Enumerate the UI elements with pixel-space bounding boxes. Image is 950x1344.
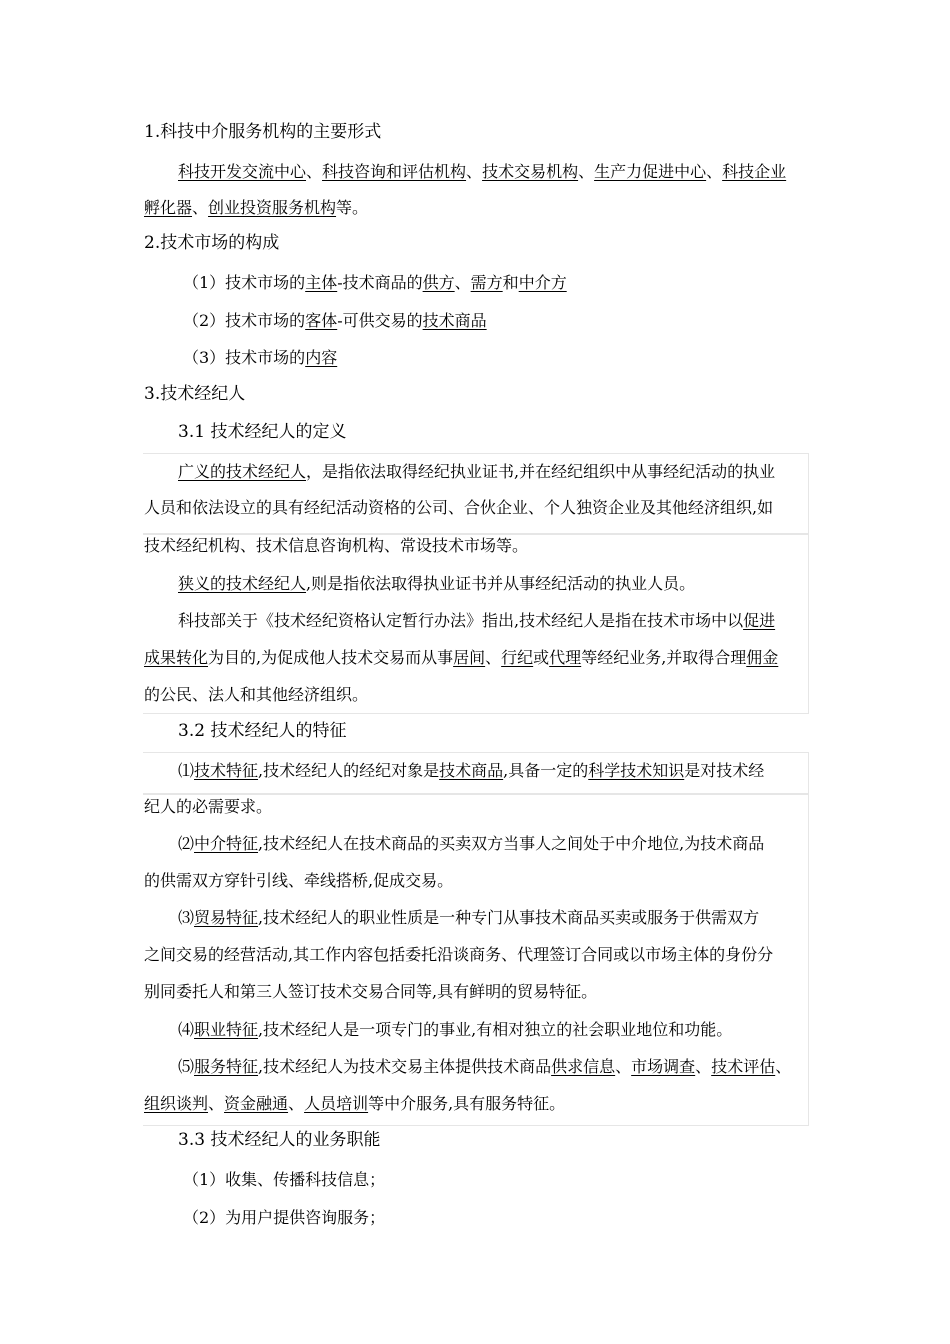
feature-5-line-2 [144, 1094, 808, 1114]
text: ⑷ [178, 1020, 195, 1039]
feature-2-line-1 [178, 834, 808, 854]
text: ，是指依法取得经纪执业证书,并在经纪组织中从事经纪活动的执业 [306, 462, 776, 481]
term-market-research: 市场调查 [631, 1057, 696, 1076]
punct: 、 [288, 1094, 305, 1113]
term-transform: 成果转化 [144, 648, 209, 667]
term-intermediary-feature: 中介特征 [194, 834, 259, 853]
term-subject: 主体 [305, 273, 338, 292]
term-consult-eval: 科技咨询和评估机构 [322, 162, 467, 181]
text: （1）技术市场的 [183, 273, 306, 292]
term-service-feature: 服务特征 [194, 1057, 259, 1076]
punct: 、 [454, 273, 471, 292]
term-career-feature: 职业特征 [194, 1020, 259, 1039]
def-p1-line-1 [178, 462, 808, 482]
def-p1-line-3: 技术经纪机构、技术信息咨询机构、常设技术市场等。 [144, 536, 529, 555]
term-tech-eval: 技术评估 [711, 1057, 776, 1076]
text: 是对技术经 [684, 761, 765, 780]
feature-5-line-1 [178, 1057, 808, 1077]
term-commission-trade: 行纪 [501, 648, 534, 667]
term-trade-feature: 贸易特征 [194, 908, 259, 927]
text: ,技术经纪人为技术交易主体提供技术商品 [258, 1057, 552, 1076]
text: 为目的,为促成他人技术交易而从事 [208, 648, 454, 667]
term-intermediary: 中介方 [518, 273, 567, 292]
punct: 、 [306, 162, 323, 181]
section-3-heading: 3.技术经纪人 [144, 384, 246, 404]
term-productivity-center: 生产力促进中心 [594, 162, 707, 181]
punct: 、 [485, 648, 502, 667]
feature-3-line-2: 之间交易的经营活动,其工作内容包括委托沿谈商务、代理签订合同或以市场主体的身份分 [144, 945, 774, 964]
text: -可供交易的 [337, 311, 423, 330]
term-venture-service: 创业投资服务机构 [208, 198, 337, 217]
section-3-3-item-1: （1）收集、传播科技信息； [183, 1170, 386, 1189]
punct: 、 [192, 198, 209, 217]
punct: 、 [775, 1057, 792, 1076]
term-sci-knowledge: 科学技术知识 [588, 761, 685, 780]
feature-3-line-3: 别同委托人和第三人签订技术交易合同等,具有鲜明的贸易特征。 [144, 982, 598, 1001]
text: 等经纪业务,并取得合理 [581, 648, 747, 667]
term-narrow-broker: 狭义的技术经纪人 [178, 574, 307, 593]
punct: 、 [208, 1094, 225, 1113]
text: ⑴ [178, 761, 195, 780]
text: 等中介服务,具有服务特征。 [368, 1094, 566, 1113]
term-intermediation: 居间 [453, 648, 486, 667]
term-promote: 促进 [743, 611, 776, 630]
def-p2 [178, 574, 842, 594]
feature-4-line-1 [178, 1020, 808, 1040]
term-commission: 佣金 [746, 648, 779, 667]
term-demander: 需方 [470, 273, 503, 292]
text: （2）技术市场的 [183, 311, 306, 330]
term-financing: 资金融通 [224, 1094, 289, 1113]
text: 等。 [336, 198, 369, 217]
text: -技术商品的 [337, 273, 423, 292]
term-supply-info: 供求信息 [551, 1057, 616, 1076]
text: ,技术经纪人是一项专门的事业,有相对独立的社会职业地位和功能。 [258, 1020, 733, 1039]
punct: 、 [578, 162, 595, 181]
term-tech-goods: 技术商品 [439, 761, 504, 780]
def-p1-line-2: 人员和依法设立的具有经纪活动资格的公司、合伙企业、个人独资企业及其他经济组织,如 [144, 498, 774, 517]
feature-3-line-1 [178, 908, 808, 928]
section-2-item-2 [183, 311, 847, 331]
text: ,技术经纪人在技术商品的买卖双方当事人之间处于中介地位,为技术商品 [258, 834, 765, 853]
feature-2-line-2: 的供需双方穿针引线、牵线搭桥,促成交易。 [144, 871, 454, 890]
section-1-heading: 1.科技中介服务机构的主要形式 [144, 122, 382, 142]
feature-1-line-1 [178, 761, 808, 781]
term-object: 客体 [305, 311, 338, 330]
section-2-item-3 [183, 348, 847, 368]
text: ,技术经纪人的经纪对象是 [258, 761, 440, 780]
section-3-3-heading: 3.3 技术经纪人的业务职能 [178, 1130, 381, 1150]
def-p3-line-1 [178, 611, 808, 631]
term-tech-goods: 技术商品 [422, 311, 487, 330]
def-p3-line-2 [144, 648, 808, 668]
punct: 、 [695, 1057, 712, 1076]
term-content: 内容 [305, 348, 338, 367]
text: ⑵ [178, 834, 195, 853]
term-negotiation: 组织谈判 [144, 1094, 209, 1113]
section-1-line-1 [178, 162, 808, 182]
section-1-line-2 [144, 198, 808, 218]
text: 和 [502, 273, 519, 292]
term-supplier: 供方 [422, 273, 455, 292]
punct: 、 [615, 1057, 632, 1076]
def-p3-line-3: 的公民、法人和其他经济组织。 [144, 685, 369, 704]
term-tech-exchange-center: 科技开发交流中心 [178, 162, 307, 181]
text: 或 [533, 648, 550, 667]
term-tech-trade: 技术交易机构 [482, 162, 579, 181]
term-tech-enterprise: 科技企业 [722, 162, 787, 181]
punct: 、 [466, 162, 483, 181]
text: 科技部关于《技术经纪资格认定暂行办法》指出,技术经纪人是指在技术市场中以 [178, 611, 744, 630]
term-training: 人员培训 [304, 1094, 369, 1113]
section-3-3-item-2: （2）为用户提供咨询服务； [183, 1208, 386, 1227]
term-broad-broker: 广义的技术经纪人 [178, 462, 307, 481]
section-3-1-heading: 3.1 技术经纪人的定义 [178, 422, 347, 442]
text: ,则是指依法取得执业证书并从事经纪活动的执业人员。 [306, 574, 696, 593]
term-incubator: 孵化器 [144, 198, 193, 217]
text: ,技术经纪人的职业性质是一种专门从事技术商品买卖或服务于供需双方 [258, 908, 760, 927]
section-2-heading: 2.技术市场的构成 [144, 233, 280, 253]
section-2-item-1 [183, 273, 847, 293]
term-tech-feature: 技术特征 [194, 761, 259, 780]
text: （3）技术市场的 [183, 348, 306, 367]
text: ⑸ [178, 1057, 195, 1076]
term-agency: 代理 [549, 648, 582, 667]
text: ,具备一定的 [503, 761, 589, 780]
text: ⑶ [178, 908, 195, 927]
punct: 、 [706, 162, 723, 181]
section-3-2-heading: 3.2 技术经纪人的特征 [178, 721, 347, 741]
feature-1-line-2: 纪人的必需要求。 [144, 797, 273, 816]
